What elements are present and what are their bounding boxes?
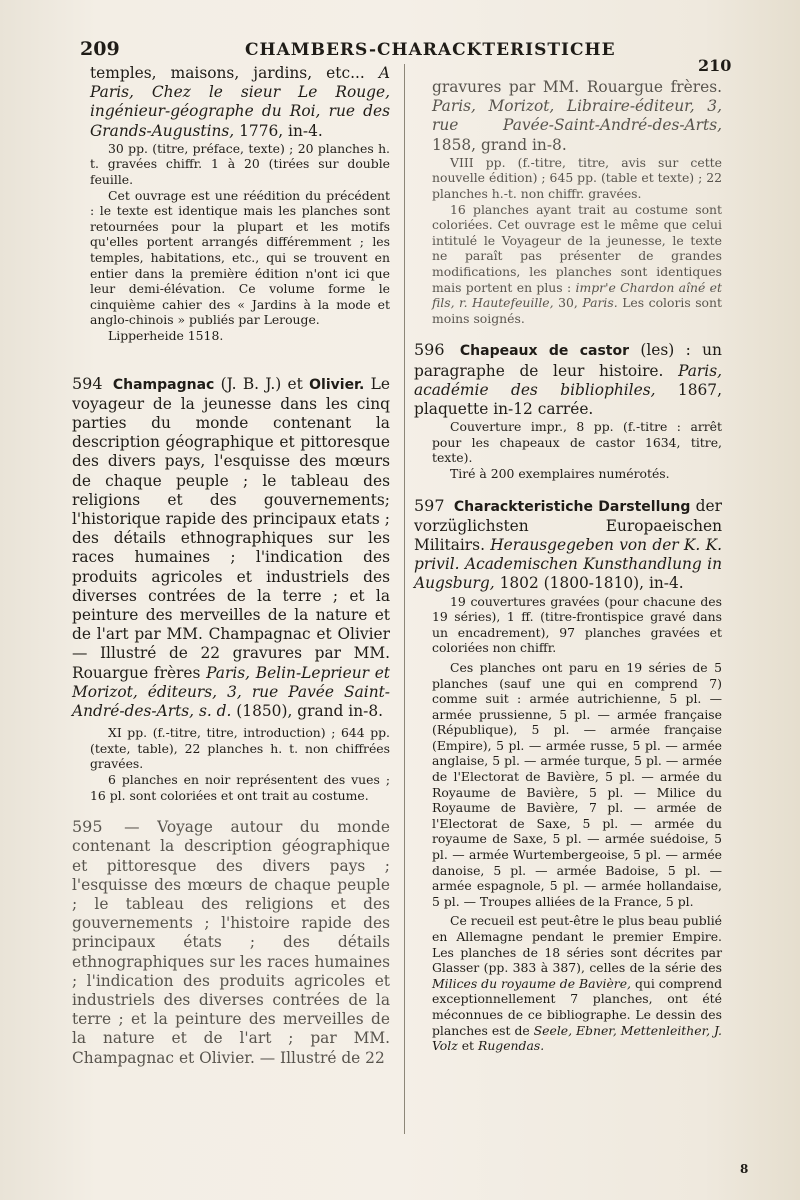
left-page-number: 209 bbox=[80, 38, 120, 60]
entry-heading: Charackteristiche Darstellung bbox=[453, 498, 691, 515]
entry-imprint: Paris, Belin-Leprieur et Morizot, éditeurs, 3, rue Pavée Saint-André-des-Arts, s. d. bbox=[72, 663, 390, 720]
note-text: Ce recueil est peut-être le plus beau publié en Allemagne pendant le premier Empire. Les planches de 18 séries sont décrites par Glasser (pp. 383 à 387), celles de la série des bbox=[432, 913, 722, 976]
entry-coauthor: Olivier. bbox=[309, 376, 365, 393]
entry-date-format: 1867, plaquette in-12 carrée. bbox=[414, 380, 722, 418]
column-divider bbox=[404, 64, 405, 1134]
note-city: Paris. bbox=[582, 295, 618, 311]
entry-collation: VIII pp. (f.-titre, titre, avis sur cette nouvelle édition) ; 645 pp. (table et texte) ; 22 planches h.-t. non chiffr. gravées. bbox=[432, 154, 722, 201]
note-imprint: impr'e Chardon aîné et fils, r. Hautefeuille, bbox=[432, 279, 722, 311]
entry-heading: Chapeaux de castor bbox=[459, 343, 629, 360]
entry-imprint: A Paris, Chez le sieur Le Rouge, ingénieur-géographe du Roi, rue des Grands-Augustins, bbox=[90, 64, 390, 140]
entry-reference: Lipperheide 1518. bbox=[108, 327, 224, 343]
entry-number: 594 bbox=[72, 373, 103, 393]
entry-imprint: Paris, Morizot, Libraire-éditeur, 3, rue Pavée-Saint-André-des-Arts, bbox=[432, 97, 722, 135]
note-text: 16 planches ayant trait au costume sont coloriées. Cet ouvrage est le même que celui intitulé le Voyageur de la jeunesse, le texte ne paraît pas présenter de grandes modifications, les planches sont identiques mais portent en plus : bbox=[432, 201, 722, 295]
entry-collation: 30 pp. (titre, préface, texte) ; 20 planches h. t. gravées chiffr. 1 à 20 (tirées sur double feuille. bbox=[90, 140, 390, 187]
note-text: et bbox=[461, 1038, 475, 1054]
entry-imprint: Paris, académie des bibliophiles, bbox=[414, 361, 722, 399]
entry-date-format: 1776, in-4. bbox=[239, 121, 323, 140]
note-text: qui comprend exceptionnellement 7 planches, ont été méconnues de ce bibliographe. Le dessin des planches est de bbox=[432, 975, 723, 1038]
entry-series-note: Ces planches ont paru en 19 séries de 5 planches (sauf une qui en comprend 7) comme suit : armée autrichienne, 5 pl. — armée prussienne, 5 pl. — armée française (République), 5 pl. — armée française (Empire), 5 pl. — armée russe, 5 pl. — armée anglaise, 5 pl. — armée turque, 5 pl. — armée de l'Electorat de Bavière, 5 pl. — armée du Royaume de Bavière, 5 pl. — Milice du Royaume de Bavière, 7 pl. — armée de l'Electorat de Saxe, 5 pl. — armée du royaume de Saxe, 5 pl. — armée suédoise, 5 pl. — armée Wurtembergeoise, 5 pl. — armée danoise, 5 pl. — armée Badoise, 5 pl. — armée espagnole, 5 pl. — armée hollandaise, 5 pl. — Troupes alliées de la France, 5 pl. bbox=[432, 659, 722, 909]
entry-note: Tiré à 200 exemplaires numérotés. bbox=[450, 465, 670, 481]
entry-author-initials: (J. B. J.) et bbox=[220, 374, 303, 393]
entry-title: (les) : un paragraphe de leur histoire. bbox=[414, 341, 722, 380]
signature-mark: 8 bbox=[740, 1162, 749, 1176]
entry-title: — Voyage autour du monde contenant la description géographique et pittoresque des divers pays ; l'esquisse des mœurs de chaque peuple ; le tableau des religions et des gouvernements ; l'histoire rapide des principaux états ; des détails ethnographiques sur les races humaines ; l'indication des produits agricoles et industriels des diverses contrées de la terre ; et la peinture des merveilles de la nature et de l'art ; par MM. Champagnac et Olivier. — Illustré de 22 bbox=[72, 818, 390, 1067]
entry-imprint: Herausgegeben von der K. K. privil. Academischen Kunsthandlung in Augsburg, bbox=[414, 535, 722, 593]
entry-date-format: 1858, grand in-8. bbox=[432, 135, 567, 154]
entry-collation: 19 couvertures gravées (pour chacune des 19 séries), 1 ff. (titre-frontispice gravé dans un encadrement), 97 planches gravées et coloriées non chiffr. bbox=[432, 593, 722, 656]
entry-date-format: (1850), grand in-8. bbox=[236, 701, 384, 720]
right-page-number: 210 bbox=[698, 56, 732, 75]
note-text: Les coloris sont moins soignés. bbox=[432, 295, 722, 326]
entry-author: Champagnac bbox=[112, 376, 215, 393]
note-artist-last: Rugendas. bbox=[477, 1038, 545, 1054]
entry-collation: XI pp. (f.-titre, titre, introduction) ; 644 pp. (texte, table), 22 planches h. t. non chiffrées gravées. bbox=[90, 725, 390, 772]
right-column bbox=[414, 78, 722, 1054]
running-title: CHAMBERS-CHARACKTERISTICHE bbox=[245, 40, 616, 60]
entry-title-continued: gravures par MM. Rouargue frères. bbox=[432, 78, 722, 96]
entry-note: 6 planches en noir représentent des vues ; 16 pl. sont coloriées et ont trait au costume. bbox=[90, 771, 390, 803]
entry-number: 595 bbox=[72, 817, 103, 837]
note-artists: Seele, Ebner, Mettenleither, J. Volz bbox=[432, 1022, 722, 1054]
entry-title-continued: temples, maisons, jardins, etc... bbox=[90, 64, 365, 82]
note-text: 30, bbox=[558, 295, 578, 311]
entry-595 bbox=[72, 817, 390, 1068]
note-series-title: Milices du royaume de Bavière, bbox=[432, 975, 631, 991]
entry-594 bbox=[72, 374, 390, 804]
entry-note bbox=[414, 913, 722, 1053]
entry-595-continued bbox=[414, 78, 722, 326]
entry-title: Le voyageur de la jeunesse dans les cinq parties du monde contenant la description géographique et pittoresque des divers pays, l'esquisse des mœurs de chaque peuple ; le tableau des religions et des gouvernements; l'historique rapide des principaux etats ; des détails ethnographiques sur les races humaines ; l'indication des produits agricoles et industriels des diverses contrées de la terre ; et la peinture des merveilles de la nature et de l'art par MM. Champagnac et Olivier — Illustré de 22 gravures par MM. Rouargue frères bbox=[72, 374, 390, 682]
entry-596 bbox=[414, 340, 722, 481]
entry-note bbox=[414, 202, 722, 327]
left-column bbox=[72, 64, 390, 1068]
entry-593-continued bbox=[72, 64, 390, 344]
entry-number: 596 bbox=[414, 340, 445, 360]
entry-date-format: 1802 (1800-1810), in-4. bbox=[499, 574, 684, 593]
entry-597 bbox=[414, 496, 722, 1054]
entry-collation: Couverture impr., 8 pp. (f.-titre : arrêt pour les chapeaux de castor 1634, titre, texte). bbox=[432, 419, 722, 466]
entry-number: 597 bbox=[414, 495, 445, 515]
entry-title: der vorzüglichsten Europaeischen Militairs. bbox=[414, 496, 722, 554]
entry-note: Cet ouvrage est une réédition du précédent : le texte est identique mais les planches sont retournées pour la plupart et les motifs qu'elles portent arrangés différemment ; les temples, habitations, etc., qui se trouvent en entier dans la première édition n'ont ici que leur demi-élévation. Ce volume forme le cinquième cahier des « Jardins à la mode et anglo-chinois » publiés par Lerouge. bbox=[90, 187, 390, 328]
